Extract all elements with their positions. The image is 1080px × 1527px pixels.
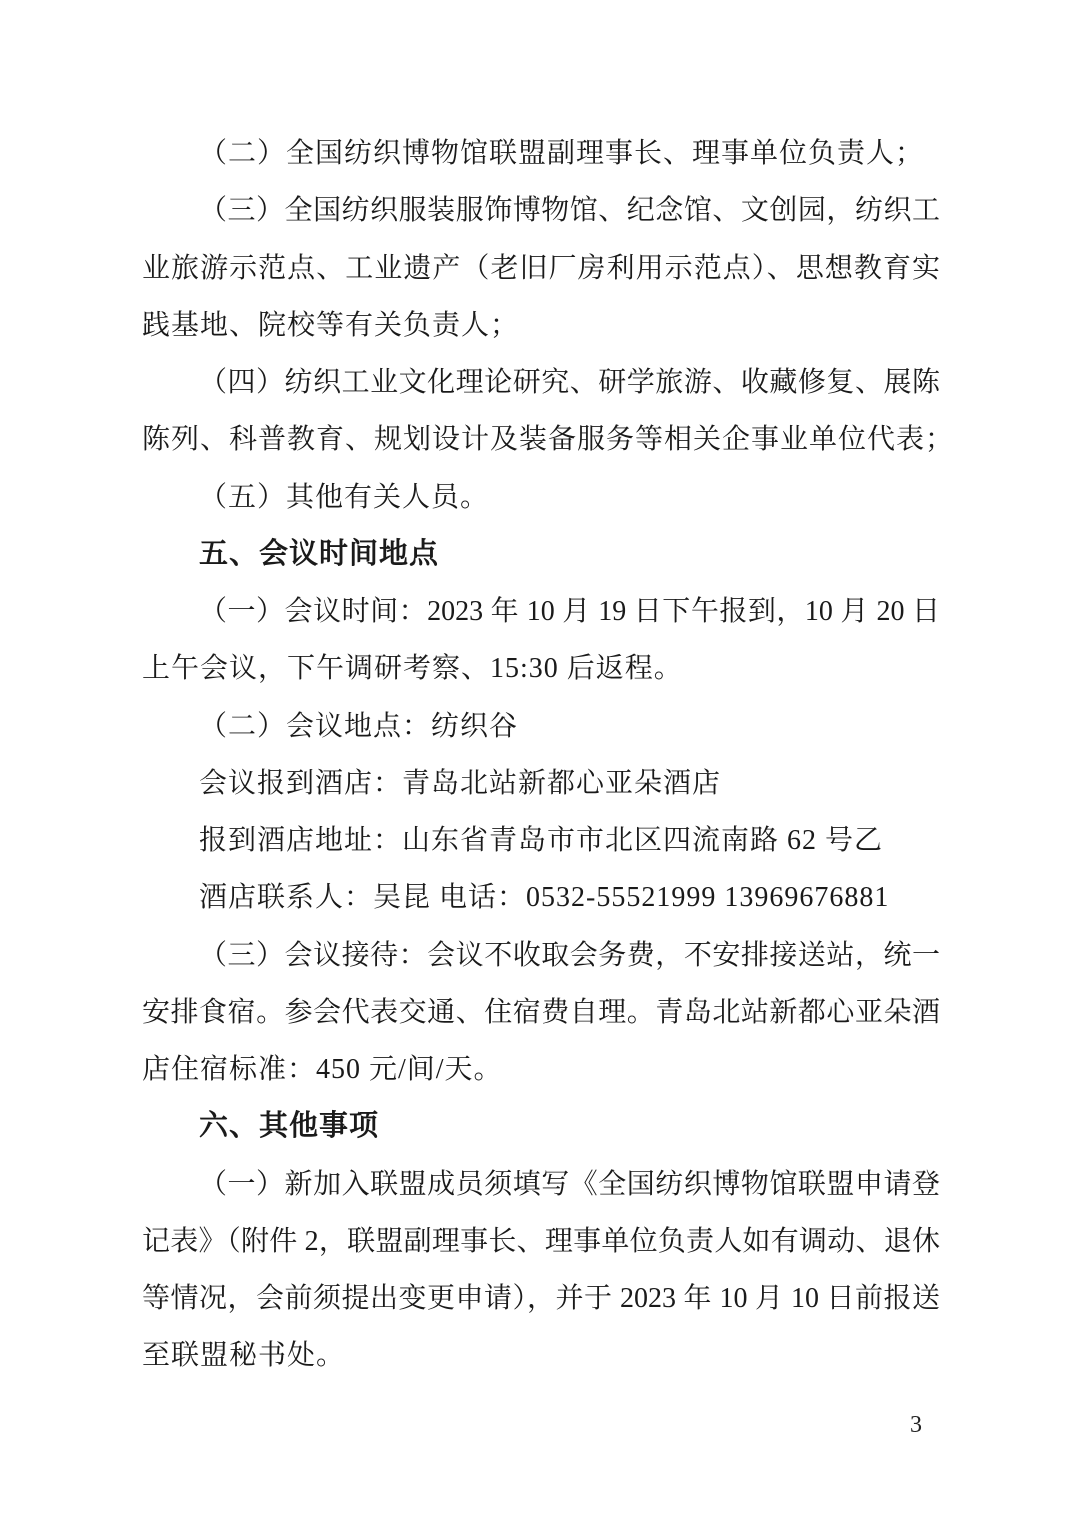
text-line-other-item-1d: 至联盟秘书处。 [142, 1340, 346, 1372]
text-line-meeting-place: （二）会议地点：纺织谷 [199, 710, 519, 742]
text-line-hotel-contact: 酒店联系人：吴昆 电话：0532-55521999 13969676881 [199, 882, 890, 914]
text-line-other-item-1c: 等情况，会前须提出变更申请），并于 2023 年 10 月 10 日前报送 [142, 1283, 940, 1314]
text-line-attendee-item-5: （五）其他有关人员。 [199, 481, 490, 513]
text-line-other-item-1a: （一）新加入联盟成员须填写《全国纺织博物馆联盟申请登 [199, 1168, 940, 1200]
document-body [142, 125, 955, 1385]
text-line-reception-a: （三）会议接待：会议不收取会务费，不安排接送站，统一 [199, 939, 940, 971]
text-line-meeting-time-a: （一）会议时间：2023 年 10 月 19 日下午报到，10 月 20 日 [199, 596, 940, 627]
text-line-other-item-1b: 记表》（附件 2，联盟副理事长、理事单位负责人如有调动、退休 [142, 1225, 940, 1257]
text-line-attendee-item-3c: 践基地、院校等有关负责人； [142, 309, 520, 341]
text-line-reception-c: 店住宿标准：450 元/间/天。 [142, 1054, 503, 1085]
page-number: 3 [910, 1412, 922, 1438]
text-line-checkin-hotel: 会议报到酒店：青岛北站新都心亚朵酒店 [199, 767, 722, 799]
text-line-meeting-time-b: 上午会议，下午调研考察、15:30 后返程。 [142, 653, 683, 685]
section-heading-6-other: 六、其他事项 [199, 1110, 380, 1143]
text-line-attendee-item-4b: 陈列、科普教育、规划设计及装备服务等相关企事业单位代表； [142, 424, 955, 456]
text-line-attendee-item-4a: （四）纺织工业文化理论研究、研学旅游、收藏修复、展陈 [199, 367, 940, 398]
section-heading-5-time-place: 五、会议时间地点 [199, 537, 440, 570]
text-line-attendee-item-2: （二）全国纺织博物馆联盟副理事长、理事单位负责人； [199, 138, 925, 169]
text-line-reception-b: 安排食宿。参会代表交通、住宿费自理。青岛北站新都心亚朵酒 [142, 996, 940, 1028]
text-line-hotel-address: 报到酒店地址：山东省青岛市市北区四流南路 62 号乙 [199, 825, 884, 856]
text-line-attendee-item-3b: 业旅游示范点、工业遗产（老旧厂房利用示范点）、思想教育实 [142, 252, 940, 284]
text-line-attendee-item-3a: （三）全国纺织服装服饰博物馆、纪念馆、文创园，纺织工 [199, 195, 940, 227]
